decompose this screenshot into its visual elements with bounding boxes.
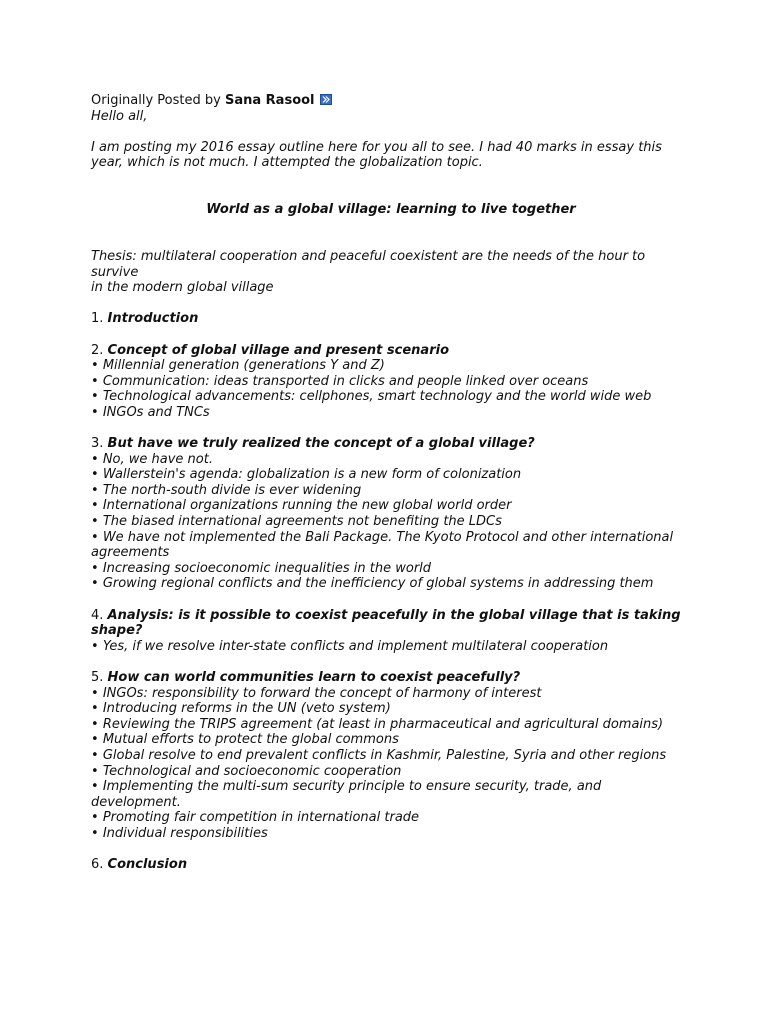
bullet-marker: • bbox=[91, 810, 103, 826]
bullet-marker: • bbox=[91, 638, 103, 654]
section-heading bbox=[91, 311, 691, 327]
bullet-marker: • bbox=[91, 498, 103, 514]
outline-bullet bbox=[91, 358, 691, 374]
bullet-text: development. bbox=[91, 794, 181, 810]
bullet-text: We have not implemented the Bali Package. The Kyoto Protocol and other international bbox=[102, 529, 674, 545]
section-number: 5. bbox=[91, 669, 108, 685]
section-title: Introduction bbox=[107, 311, 199, 327]
outline-bullet bbox=[91, 405, 691, 421]
bullet-marker: • bbox=[91, 404, 103, 420]
outline-section bbox=[91, 436, 691, 592]
section-heading bbox=[91, 608, 691, 624]
outline-bullet bbox=[91, 686, 691, 702]
section-title: How can world communities learn to coexist peacefully? bbox=[107, 669, 521, 685]
bullet-text: INGOs and TNCs bbox=[102, 404, 210, 420]
bullet-marker: • bbox=[91, 763, 103, 779]
outline-bullet bbox=[91, 701, 691, 717]
bullet-marker: • bbox=[91, 389, 103, 405]
bullet-text: Global resolve to end prevalent conflicts in Kashmir, Palestine, Syria and other regions bbox=[102, 747, 667, 763]
bullet-marker: • bbox=[91, 825, 103, 841]
bullet-marker: • bbox=[91, 701, 103, 717]
post-header bbox=[91, 93, 691, 109]
outline-bullet bbox=[91, 732, 691, 748]
outline-bullet bbox=[91, 561, 691, 577]
outline-bullet bbox=[91, 514, 691, 530]
bullet-text: Yes, if we resolve inter-state conflicts and implement multilateral cooperation bbox=[102, 638, 609, 654]
greeting: Hello all, bbox=[91, 108, 148, 124]
outline-bullet bbox=[91, 530, 691, 561]
section-heading bbox=[91, 436, 691, 452]
bullet-marker: • bbox=[91, 514, 103, 530]
thesis bbox=[91, 249, 691, 296]
bullet-marker: • bbox=[91, 685, 103, 701]
outline-bullet bbox=[91, 717, 691, 733]
intro-text bbox=[91, 140, 691, 171]
bullet-text: The biased international agreements not benefiting the LDCs bbox=[102, 514, 502, 530]
bullet-marker: • bbox=[91, 467, 103, 483]
bullet-text: Introducing reforms in the UN (veto system) bbox=[102, 701, 391, 717]
section-number: 3. bbox=[91, 436, 108, 452]
bullet-text: Reviewing the TRIPS agreement (at least in pharmaceutical and agricultural domains) bbox=[102, 716, 664, 732]
bullet-text: Individual responsibilities bbox=[102, 825, 268, 841]
bullet-text: Technological advancements: cellphones, smart technology and the world wide web bbox=[102, 389, 652, 405]
section-number: 4. bbox=[91, 607, 108, 623]
outline-bullet bbox=[91, 639, 691, 655]
outline-section bbox=[91, 608, 691, 655]
outline-section bbox=[91, 343, 691, 421]
section-number: 2. bbox=[91, 342, 108, 358]
bullet-marker: • bbox=[91, 529, 103, 545]
outline-bullet bbox=[91, 467, 691, 483]
bullet-text: Mutual efforts to protect the global commons bbox=[102, 732, 399, 748]
bullet-text: agreements bbox=[91, 545, 170, 561]
outline-bullet bbox=[91, 764, 691, 780]
bullet-text: INGOs: responsibility to forward the concept of harmony of interest bbox=[102, 685, 542, 701]
author-name[interactable]: Sana Rasool bbox=[224, 93, 315, 108]
outline-bullet bbox=[91, 748, 691, 764]
bullet-text: Increasing socioeconomic inequalities in the world bbox=[102, 560, 432, 576]
outline-section bbox=[91, 857, 691, 873]
outline-bullet bbox=[91, 389, 691, 405]
bullet-marker: • bbox=[91, 576, 103, 592]
intro-line: year, which is not much. I attempted the globalization topic. bbox=[91, 155, 483, 171]
section-heading bbox=[91, 343, 691, 359]
arrow-right-icon[interactable] bbox=[320, 94, 332, 105]
section-title: But have we truly realized the concept of a global village? bbox=[107, 436, 535, 452]
outline-bullet bbox=[91, 576, 691, 592]
bullet-marker: • bbox=[91, 358, 103, 374]
outline-section bbox=[91, 311, 691, 327]
essay-title: World as a global village: learning to live together bbox=[206, 202, 576, 218]
bullet-text: Technological and socioeconomic cooperation bbox=[102, 763, 402, 779]
outline-section bbox=[91, 670, 691, 842]
bullet-marker: • bbox=[91, 560, 103, 576]
outline-sections bbox=[91, 296, 691, 873]
bullet-marker: • bbox=[91, 779, 103, 795]
section-number: 1. bbox=[91, 311, 108, 327]
bullet-text: Wallerstein's agenda: globalization is a new form of colonization bbox=[102, 467, 522, 483]
bullet-marker: • bbox=[91, 482, 103, 498]
bullet-text: Communication: ideas transported in clicks and people linked over oceans bbox=[102, 373, 589, 389]
outline-bullet bbox=[91, 826, 691, 842]
thesis-line: Thesis: multilateral cooperation and peaceful coexistent are the needs of the hour to survive bbox=[91, 248, 646, 280]
outline-bullet bbox=[91, 779, 691, 810]
section-title: Analysis: is it possible to coexist peacefully in the global village that is taking bbox=[107, 607, 681, 623]
outline-bullet bbox=[91, 483, 691, 499]
bullet-marker: • bbox=[91, 451, 103, 467]
section-title: Conclusion bbox=[107, 857, 188, 873]
outline-bullet bbox=[91, 498, 691, 514]
bullet-text: International organizations running the new global world order bbox=[102, 498, 512, 514]
thesis-line: in the modern global village bbox=[91, 280, 274, 296]
outline-bullet bbox=[91, 374, 691, 390]
outline-bullet bbox=[91, 810, 691, 826]
bullet-text: Millennial generation (generations Y and Z) bbox=[102, 358, 385, 374]
outline-bullet bbox=[91, 452, 691, 468]
section-heading bbox=[91, 857, 691, 873]
bullet-text: Promoting fair competition in international trade bbox=[102, 810, 420, 826]
section-heading bbox=[91, 623, 691, 639]
section-title: Concept of global village and present scenario bbox=[107, 342, 449, 358]
bullet-marker: • bbox=[91, 716, 103, 732]
bullet-marker: • bbox=[91, 747, 103, 763]
bullet-text: The north-south divide is ever widening bbox=[102, 482, 362, 498]
posted-by-label: Originally Posted by bbox=[91, 93, 221, 108]
intro-line: I am posting my 2016 essay outline here for you all to see. I had 40 marks in essay this bbox=[91, 139, 662, 155]
bullet-text: Implementing the multi-sum security principle to ensure security, trade, and bbox=[102, 779, 602, 795]
section-number: 6. bbox=[91, 857, 108, 873]
post-content bbox=[91, 93, 691, 873]
section-title: shape? bbox=[91, 623, 143, 639]
bullet-marker: • bbox=[91, 373, 103, 389]
bullet-text: Growing regional conflicts and the inefficiency of global systems in addressing them bbox=[102, 576, 654, 592]
bullet-marker: • bbox=[91, 732, 103, 748]
bullet-text: No, we have not. bbox=[102, 451, 213, 467]
section-heading bbox=[91, 670, 691, 686]
